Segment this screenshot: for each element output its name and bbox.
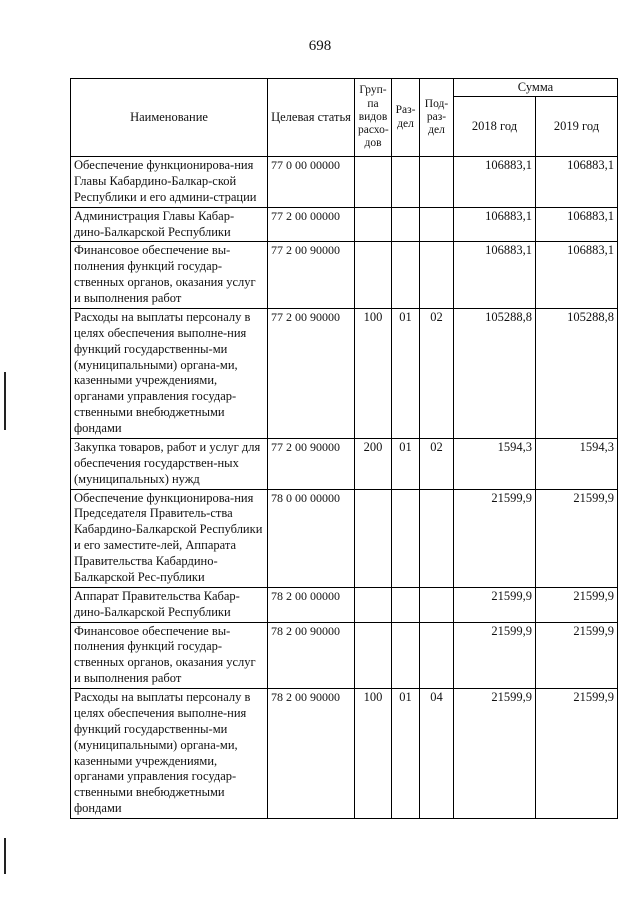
table-row: [71, 207, 618, 242]
header-section: Раз-дел: [392, 79, 420, 157]
cell-subsection: [420, 242, 454, 309]
cell-section: [392, 587, 420, 622]
cell-subsection: 04: [420, 689, 454, 819]
cell-group: 100: [355, 308, 392, 438]
cell-group: 100: [355, 689, 392, 819]
cell-section: [392, 207, 420, 242]
cell-group: [355, 207, 392, 242]
cell-y2019: 21599,9: [536, 689, 618, 819]
budget-table: [70, 78, 618, 819]
cell-target: 77 2 00 90000: [268, 242, 355, 309]
cell-y2019: 21599,9: [536, 489, 618, 587]
table-row: [71, 587, 618, 622]
table-row: [71, 622, 618, 689]
cell-y2018: 106883,1: [454, 157, 536, 208]
cell-name: Закупка товаров, работ и услуг для обеспечения государствен-ных (муниципальных) нужд: [71, 438, 268, 489]
cell-y2018: 1594,3: [454, 438, 536, 489]
cell-target: 77 2 00 00000: [268, 207, 355, 242]
cell-y2018: 21599,9: [454, 489, 536, 587]
cell-y2019: 21599,9: [536, 587, 618, 622]
cell-group: 200: [355, 438, 392, 489]
cell-group: [355, 489, 392, 587]
cell-section: [392, 489, 420, 587]
cell-group: [355, 157, 392, 208]
cell-target: 77 2 00 90000: [268, 438, 355, 489]
cell-y2019: 106883,1: [536, 157, 618, 208]
cell-subsection: [420, 622, 454, 689]
header-year-2018: 2018 год: [454, 97, 536, 157]
cell-section: 01: [392, 438, 420, 489]
cell-y2019: 106883,1: [536, 242, 618, 309]
header-subsection: Под-раз-дел: [420, 79, 454, 157]
scan-edge-mark: [4, 372, 6, 430]
cell-name: Финансовое обеспечение вы-полнения функций государ-ственных органов, оказания услуг и выполнения работ: [71, 622, 268, 689]
cell-y2018: 105288,8: [454, 308, 536, 438]
cell-section: 01: [392, 689, 420, 819]
cell-target: 78 2 00 90000: [268, 622, 355, 689]
cell-y2018: 21599,9: [454, 689, 536, 819]
cell-target: 77 0 00 00000: [268, 157, 355, 208]
cell-subsection: [420, 157, 454, 208]
cell-y2019: 21599,9: [536, 622, 618, 689]
header-year-2019: 2019 год: [536, 97, 618, 157]
cell-name: Расходы на выплаты персоналу в целях обеспечения выполне-ния функций государственны-ми (муниципальными) органа-ми, казенными учреждениями, органами управления государ-ственными внебюджетными фондами: [71, 689, 268, 819]
cell-subsection: [420, 207, 454, 242]
cell-target: 78 0 00 00000: [268, 489, 355, 587]
cell-target: 78 2 00 00000: [268, 587, 355, 622]
cell-section: [392, 242, 420, 309]
cell-name: Финансовое обеспечение вы-полнения функций государ-ственных органов, оказания услуг и выполнения работ: [71, 242, 268, 309]
cell-y2018: 21599,9: [454, 587, 536, 622]
table-row: [71, 157, 618, 208]
table-row: [71, 438, 618, 489]
cell-name: Обеспечение функционирова-ния Председателя Правитель-ства Кабардино-Балкарской Республики и его заместите-лей, Аппарата Правительства Кабардино-Балкарской Рес-публики: [71, 489, 268, 587]
cell-name: Расходы на выплаты персоналу в целях обеспечения выполне-ния функций государственны-ми (муниципальными) органа-ми, казенными учреждениями, органами управления государ-ственными внебюджетными фондами: [71, 308, 268, 438]
table-row: [71, 242, 618, 309]
cell-target: 78 2 00 90000: [268, 689, 355, 819]
header-group: Груп-па видов расхо-дов: [355, 79, 392, 157]
table-row: [71, 489, 618, 587]
table-row: [71, 689, 618, 819]
cell-y2018: 21599,9: [454, 622, 536, 689]
cell-y2019: 1594,3: [536, 438, 618, 489]
cell-target: 77 2 00 90000: [268, 308, 355, 438]
cell-y2019: 106883,1: [536, 207, 618, 242]
cell-name: Аппарат Правительства Кабар-дино-Балкарской Республики: [71, 587, 268, 622]
cell-y2018: 106883,1: [454, 242, 536, 309]
cell-subsection: [420, 489, 454, 587]
cell-y2019: 105288,8: [536, 308, 618, 438]
scan-edge-mark: [4, 838, 6, 874]
table-row: [71, 308, 618, 438]
header-target: Целевая статья: [268, 79, 355, 157]
cell-section: [392, 157, 420, 208]
cell-subsection: 02: [420, 438, 454, 489]
header-name: Наименование: [71, 79, 268, 157]
cell-name: Администрация Главы Кабар-дино-Балкарской Республики: [71, 207, 268, 242]
cell-subsection: [420, 587, 454, 622]
page-number: 698: [308, 38, 332, 54]
cell-section: 01: [392, 308, 420, 438]
cell-name: Обеспечение функционирова-ния Главы Кабардино-Балкар-ской Республики и его админи-страции: [71, 157, 268, 208]
header-sum: Сумма: [454, 79, 618, 97]
cell-group: [355, 622, 392, 689]
table-body: [71, 157, 618, 819]
cell-subsection: 02: [420, 308, 454, 438]
cell-group: [355, 242, 392, 309]
cell-group: [355, 587, 392, 622]
cell-section: [392, 622, 420, 689]
cell-y2018: 106883,1: [454, 207, 536, 242]
